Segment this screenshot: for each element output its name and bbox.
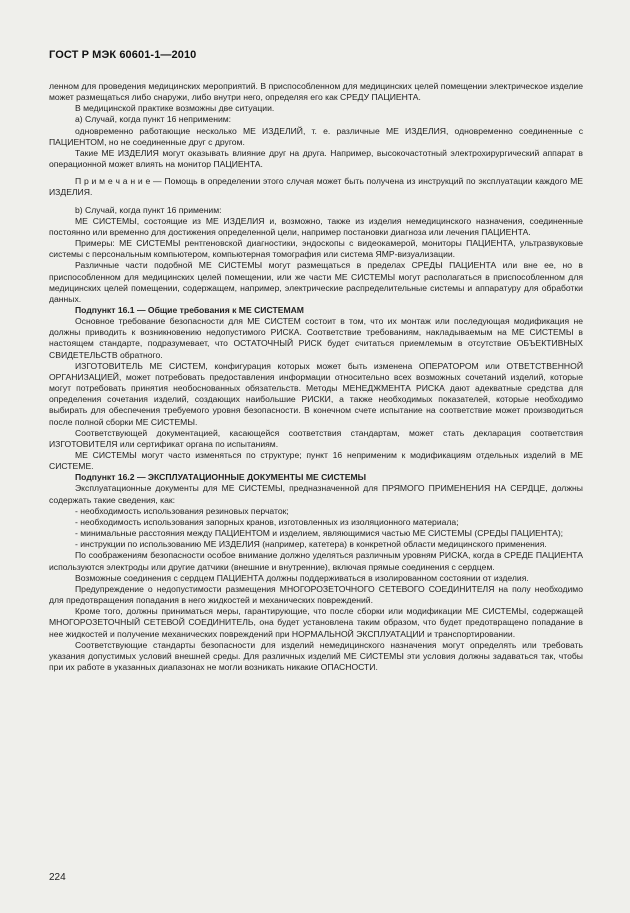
page-number: 224 xyxy=(49,872,66,883)
paragraph: - необходимость использования резиновых перчаток; xyxy=(75,505,289,516)
paragraph: Основное требование безопасности для МЕ СИСТЕМ состоит в том, что их монтаж или последующая модификация не должны приводить к возникновению недопустимого РИСКА. Соответствие требованиям, накладываемым на МЕ СИСТЕМЫ в настоящем стандарте, подразумевает, что ОСТАТОЧНЫЙ РИСК будет считаться приемлемым в отсутствие ОБЪЕКТИВНЫХ СВИДЕТЕЛЬСТВ обратного. xyxy=(49,316,583,360)
paragraph: - минимальные расстояния между ПАЦИЕНТОМ и изделием, являющимися частью МЕ СИСТЕМЫ (СРЕДЫ ПАЦИЕНТА); xyxy=(75,528,564,539)
section-heading: Подпункт 16.2 — ЭКСПЛУАТАЦИОННЫЕ ДОКУМЕНТЫ МЕ СИСТЕМЫ xyxy=(75,472,367,483)
section-heading: Подпункт 16.1 — Общие требования к МЕ СИСТЕМАМ xyxy=(75,304,304,315)
paragraph: П р и м е ч а н и е — Помощь в определении этого случая может быть получена из инструкций по эксплуатации каждого МЕ ИЗДЕЛИЯ. xyxy=(49,176,583,198)
paragraph: Эксплуатационные документы для МЕ СИСТЕМЫ, предназначенной для ПРЯМОГО ПРИМЕНЕНИЯ НА СЕРДЦЕ, должны содержать такие сведения, как: xyxy=(49,483,583,505)
paragraph: - инструкции по использованию МЕ ИЗДЕЛИЯ (например, катетера) в конкретной области медицинского применения. xyxy=(75,539,547,550)
paragraph: Соответствующие стандарты безопасности для изделий немедицинского назначения могут определять или требовать указания допустимых условий внешней среды. Для различных изделий МЕ СИСТЕМЫ эти условия должны задаваться так, чтобы при их работе в указанных диапазонах не могли возникать никакие ОПАСНОСТИ. xyxy=(49,639,583,672)
paragraph: В медицинской практике возможны две ситуации. xyxy=(75,103,275,114)
document-header: ГОСТ Р МЭК 60601-1—2010 xyxy=(49,49,197,61)
paragraph: Предупреждение о недопустимости размещения МНОГОРОЗЕТОЧНОГО СЕТЕВОГО СОЕДИНИТЕЛЯ на полу необходимо для предотвращения попадания в него жидкостей и механических повреждений. xyxy=(49,583,583,606)
paragraph: Кроме того, должны приниматься меры, гарантирующие, что после сборки или модификации МЕ СИСТЕМЫ, содержащей МНОГОРОЗЕТОЧНЫЙ СЕТЕВОЙ СОЕДИНИТЕЛЬ, она будет установлена таким образом, что будет предотвращено попадание в нее жидкостей и получение механических повреждений при НОРМАЛЬНОЙ ЭКСПЛУАТАЦИИ и транспортировании. xyxy=(49,606,583,639)
paragraph: Примеры: МЕ СИСТЕМЫ рентгеновской диагностики, эндоскопы с видеокамерой, мониторы ПАЦИЕНТА, ультразвуковые системы с персональным компьютером, компьютерная томография или система ЯМР-визуализации. xyxy=(49,238,583,260)
paragraph: одновременно работающие несколько МЕ ИЗДЕЛИЙ, т. е. различные МЕ ИЗДЕЛИЯ, одновременно соединенные с ПАЦИЕНТОМ, но не соединенные друг с другом. xyxy=(49,125,583,147)
paragraph: МЕ СИСТЕМЫ могут часто изменяться по структуре; пункт 16 неприменим к модификациям отдельных изделий в МЕ СИСТЕМЕ. xyxy=(49,450,583,472)
paragraph: МЕ СИСТЕМЫ, состоящие из МЕ ИЗДЕЛИЯ и, возможно, также из изделия немедицинского назначения, соединенные постоянно или временно для достижения определенной цели, например постановки диагноза или лечения ПАЦИЕНТА. xyxy=(49,215,583,237)
paragraph: Возможные соединения с сердцем ПАЦИЕНТА должны поддерживаться в изолированном состоянии от изделия. xyxy=(75,572,529,583)
paragraph: По соображениям безопасности особое внимание должно уделяться различным уровням РИСКА, когда в СРЕДЕ ПАЦИЕНТА используются электроды или другие датчики (внешние и внутренние), включая прямые соединения с сердцем. xyxy=(49,550,583,572)
document-body xyxy=(49,81,583,673)
paragraph: ленном для проведения медицинских мероприятий. В приспособленном для медицинских целей помещении электрическое изделие может размещаться либо снаружи, либо внутри него, определяя его как СРЕДУ ПАЦИЕНТА. xyxy=(49,81,583,103)
paragraph: a) Случай, когда пункт 16 неприменим: xyxy=(75,114,232,125)
paragraph: - необходимость использования запорных кранов, изготовленных из изоляционного материала; xyxy=(75,516,459,527)
paragraph: b) Случай, когда пункт 16 применим: xyxy=(75,204,222,215)
paragraph: Соответствующей документацией, касающейся соответствия стандартам, может стать декларация соответствия ИЗГОТОВИТЕЛЯ или сертификат органа по испытаниям. xyxy=(49,427,583,449)
paragraph: ИЗГОТОВИТЕЛЬ МЕ СИСТЕМ, конфигурация которых может быть изменена ОПЕРАТОРОМ или ОТВЕТСТВЕННОЙ ОРГАНИЗАЦИЕЙ, может потребовать предоставления информации относительно всех возможных сочетаний изделий, которые могут потребовать принятия необоснованных обязательств. Методы МЕНЕДЖМЕНТА РИСКА дают адекватные средства для определения сочетания изделий, создающих наибольшие РИСКИ, а также необходимых показателей, которые необходимо выбирать для обеспечения требуемого уровня безопасности. В конечном счете испытание на соответствие может производиться после полной сборки МЕ СИСТЕМЫ. xyxy=(49,360,583,427)
paragraph: Такие МЕ ИЗДЕЛИЯ могут оказывать влияние друг на друга. Например, высокочастотный электрохирургический аппарат в операционной может влиять на монитор ПАЦИЕНТА. xyxy=(49,147,583,170)
paragraph: Различные части подобной МЕ СИСТЕМЫ могут размещаться в пределах СРЕДЫ ПАЦИЕНТА или вне ее, но в приспособленном для медицинских целей помещении, или же части МЕ СИСТЕМЫ могут располагаться в приспособленном для медицинских целей помещении, содержащем, например, электрические распределительные системы и аппаратуру для обработки данных. xyxy=(49,260,583,304)
